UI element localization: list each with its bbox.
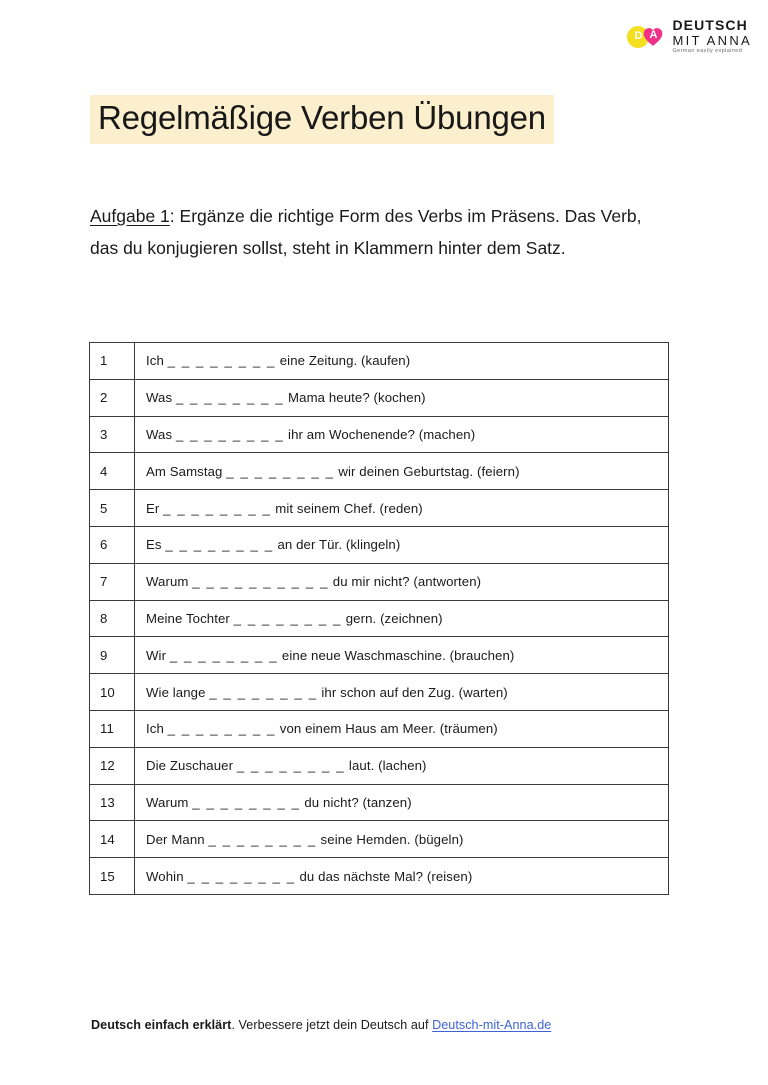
sentence-before: Warum	[146, 794, 193, 810]
answer-blank[interactable]: _ _ _ _ _ _ _ _	[163, 500, 272, 516]
row-number: 1	[90, 343, 135, 380]
brand-logo	[627, 18, 752, 55]
row-number: 6	[90, 526, 135, 563]
row-number: 7	[90, 563, 135, 600]
row-sentence	[135, 747, 669, 784]
instructions-paragraph	[90, 200, 645, 265]
logo-mark	[627, 24, 665, 50]
task-label: Aufgabe 1	[90, 206, 170, 226]
sentence-after: laut. (lachen)	[345, 758, 427, 774]
sentence-after: eine neue Waschmaschine. (brauchen)	[278, 647, 515, 663]
sentence-before: Der Mann	[146, 831, 209, 847]
answer-blank[interactable]: _ _ _ _ _ _ _ _	[165, 537, 274, 553]
footer	[91, 1018, 551, 1032]
answer-blank[interactable]: _ _ _ _ _ _ _ _	[169, 647, 279, 663]
answer-blank[interactable]: _ _ _ _ _ _ _ _	[167, 353, 276, 369]
answer-blank[interactable]: _ _ _ _ _ _ _ _	[209, 684, 318, 700]
sentence-after: mit seinem Chef. (reden)	[271, 500, 423, 516]
sentence-before: Es	[146, 537, 166, 553]
sentence-after: gern. (zeichnen)	[341, 610, 443, 626]
answer-blank[interactable]: _ _ _ _ _ _ _ _	[192, 794, 301, 810]
logo-line-mit-anna: MIT ANNA	[672, 32, 752, 48]
exercise-table	[89, 342, 669, 895]
table-row	[90, 526, 669, 563]
table-row	[90, 453, 669, 490]
exercise-table-body	[90, 343, 669, 895]
logo-tagline: German easily explained	[672, 48, 743, 55]
answer-blank[interactable]: _ _ _ _ _ _ _ _	[175, 390, 285, 406]
row-sentence	[135, 526, 669, 563]
sentence-before: Am Samstag	[146, 463, 227, 479]
row-sentence	[135, 710, 669, 747]
row-number: 4	[90, 453, 135, 490]
row-number: 3	[90, 416, 135, 453]
row-sentence	[135, 343, 669, 380]
sentence-after: ihr am Wochenende? (machen)	[284, 426, 476, 442]
sentence-before: Was	[146, 426, 176, 442]
sentence-before: Ich	[146, 721, 168, 737]
row-sentence	[135, 674, 669, 711]
table-row	[90, 784, 669, 821]
row-sentence	[135, 379, 669, 416]
row-number: 13	[90, 784, 135, 821]
row-sentence	[135, 858, 669, 895]
row-number: 14	[90, 821, 135, 858]
table-row	[90, 858, 669, 895]
sentence-after: Mama heute? (kochen)	[284, 390, 426, 406]
sentence-after: eine Zeitung. (kaufen)	[275, 353, 411, 369]
sentence-before: Warum	[146, 574, 193, 590]
sentence-after: von einem Haus am Meer. (träumen)	[275, 721, 498, 737]
table-row	[90, 563, 669, 600]
footer-tagline-text: . Verbessere jetzt dein Deutsch auf	[231, 1018, 433, 1032]
sentence-before: Wohin	[146, 868, 188, 884]
sentence-after: an der Tür. (klingeln)	[273, 537, 401, 553]
row-sentence	[135, 784, 669, 821]
sentence-after: du das nächste Mal? (reisen)	[295, 868, 473, 884]
instructions-text: : Ergänze die richtige Form des Verbs im Präsens. Das Verb, das du konjugieren sollst, steht in Klammern hinter dem Satz.	[90, 206, 642, 259]
answer-blank[interactable]: _ _ _ _ _ _ _ _	[187, 868, 296, 884]
heart-icon	[642, 26, 664, 48]
logo-circle-letter: D	[634, 30, 643, 43]
table-row	[90, 343, 669, 380]
sentence-before: Wir	[146, 647, 170, 663]
sentence-after: seine Hemden. (bügeln)	[316, 831, 464, 847]
answer-blank[interactable]: _ _ _ _ _ _ _ _ _ _	[192, 574, 329, 590]
sentence-before: Was	[146, 390, 176, 406]
logo-heart-letter: A	[649, 29, 658, 42]
answer-blank[interactable]: _ _ _ _ _ _ _ _	[233, 610, 342, 626]
sentence-before: Die Zuschauer	[146, 758, 237, 774]
row-sentence	[135, 453, 669, 490]
table-row	[90, 674, 669, 711]
row-sentence	[135, 563, 669, 600]
answer-blank[interactable]: _ _ _ _ _ _ _ _	[226, 463, 335, 479]
row-number: 10	[90, 674, 135, 711]
row-number: 2	[90, 379, 135, 416]
row-sentence	[135, 490, 669, 527]
footer-tagline-strong: Deutsch einfach erklärt	[91, 1018, 232, 1032]
table-row	[90, 747, 669, 784]
table-row	[90, 490, 669, 527]
row-number: 5	[90, 490, 135, 527]
answer-blank[interactable]: _ _ _ _ _ _ _ _	[167, 721, 276, 737]
sentence-before: Wie lange	[146, 684, 210, 700]
table-row	[90, 416, 669, 453]
footer-website-link[interactable]: Deutsch-mit-Anna.de	[432, 1018, 552, 1032]
table-row	[90, 637, 669, 674]
answer-blank[interactable]: _ _ _ _ _ _ _ _	[175, 426, 285, 442]
row-sentence	[135, 600, 669, 637]
row-sentence	[135, 821, 669, 858]
row-sentence	[135, 416, 669, 453]
sentence-before: Ich	[146, 353, 168, 369]
table-row	[90, 600, 669, 637]
sentence-after: ihr schon auf den Zug. (warten)	[317, 684, 508, 700]
sentence-after: wir deinen Geburtstag. (feiern)	[334, 463, 520, 479]
logo-line-deutsch: DEUTSCH	[672, 17, 748, 33]
sentence-before: Er	[146, 500, 164, 516]
answer-blank[interactable]: _ _ _ _ _ _ _ _	[236, 758, 346, 774]
table-row	[90, 379, 669, 416]
sentence-before: Meine Tochter	[146, 610, 234, 626]
row-sentence	[135, 637, 669, 674]
page-title: Regelmäßige Verben Übungen	[90, 95, 554, 144]
row-number: 9	[90, 637, 135, 674]
sentence-after: du mir nicht? (antworten)	[329, 574, 482, 590]
answer-blank[interactable]: _ _ _ _ _ _ _ _	[208, 831, 317, 847]
logo-wordmark	[672, 18, 752, 55]
table-row	[90, 821, 669, 858]
row-number: 11	[90, 710, 135, 747]
sentence-after: du nicht? (tanzen)	[300, 794, 412, 810]
table-row	[90, 710, 669, 747]
row-number: 15	[90, 858, 135, 895]
row-number: 12	[90, 747, 135, 784]
row-number: 8	[90, 600, 135, 637]
